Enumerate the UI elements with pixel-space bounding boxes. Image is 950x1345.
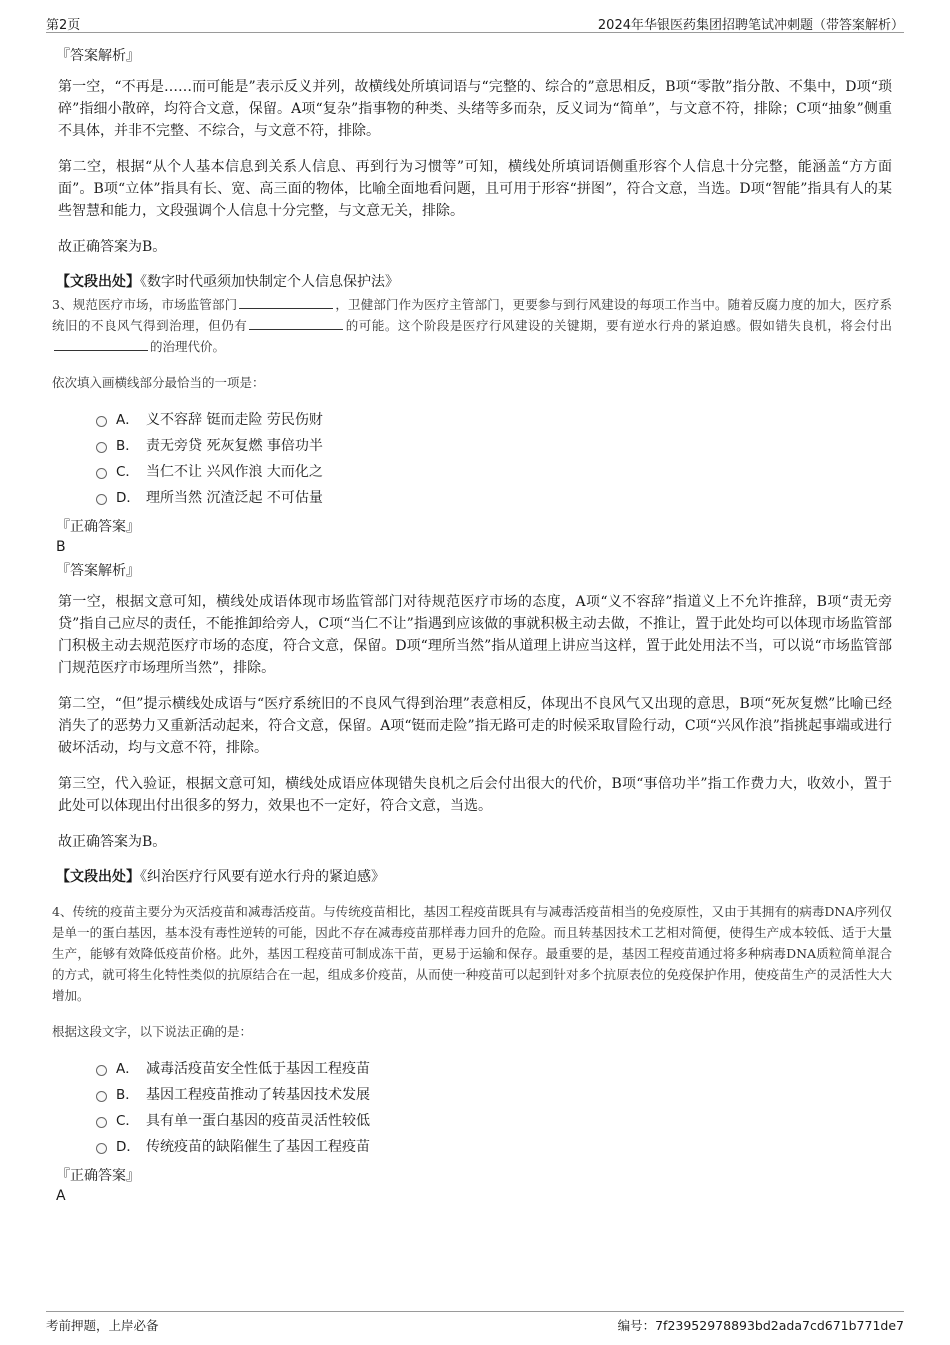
q4-answer: A	[56, 1188, 66, 1204]
option-text: 传统疫苗的缺陷催生了基因工程疫苗	[146, 1139, 370, 1155]
q3-stem-text: 的可能。这个阶段是医疗行风建设的关键期，要有逆水行舟的紧迫感。假如错失良机，将会付出	[345, 318, 892, 333]
q4-option-d[interactable]	[94, 1134, 892, 1160]
q3-stem-text: ，卫健部门作为医疗主管部门，更要参与到行风建设的每项工作当中。随着反腐力度的加大，医疗系统旧的不良风气得到治理，但仍有	[52, 297, 892, 333]
option-letter: B．	[116, 438, 139, 454]
radio-icon[interactable]	[96, 1091, 107, 1102]
page-number: 第2页	[46, 18, 81, 33]
document-body	[52, 46, 892, 1206]
q3-answer: B	[56, 539, 66, 555]
radio-icon[interactable]	[96, 442, 107, 453]
option-letter: D．	[116, 490, 140, 506]
q3-blank-2	[249, 317, 343, 330]
q4-option-c[interactable]	[94, 1108, 892, 1134]
q2-analysis-paragraph: 第一空，“不再是……而可能是”表示反义并列，故横线处所填词语与“完整的、综合的”意思相反，B项“零散”指分散、不集中，D项“琐碎”指细小散碎，均符合文意，保留。A项“复杂”指事物的种类、头绪等多而杂，反义词为“简单”，与文意不符，排除；C项“抽象”侧重不具体，并非不完整、不综合，与文意不符，排除。	[58, 79, 892, 139]
footer-slogan: 考前押题，上岸必备	[46, 1318, 159, 1333]
q4-stem: 4、传统的疫苗主要分为灭活疫苗和减毒活疫苗。与传统疫苗相比，基因工程疫苗既具有与减毒活疫苗相当的免疫原性，又由于其拥有的病毒DNA序列仅是单一的蛋白基因，基本没有毒性逆转的可能，因此不存在减毒疫苗那样毒力回升的危险。而且转基因技术工艺相对简便，使得生产成本较低、适于大量生产，能够有效降低疫苗价格。此外，基因工程疫苗可制成冻干苗，更易于运输和保存。最重要的是，基因工程疫苗通过将多种病毒DNA质粒简单混合的方式，就可将生化特性类似的抗原结合在一起，组成多价疫苗，从而使一种疫苗可以起到针对多个抗原表位的免疫保护作用，使疫苗生产的灵活性大大增加。	[52, 904, 892, 1003]
q3-analysis-paragraph: 第二空，“但”提示横线处成语与“医疗系统旧的不良风气得到治理”表意相反，体现出不良风气又出现的意思，B项“死灰复燃”比喻已经消失了的恶势力又重新活动起来，符合文意，保留。A项“铤而走险”指无路可走的时候采取冒险行动，C项“兴风作浪”指挑起事端或进行破坏活动，均与文意不符，排除。	[58, 696, 892, 756]
page-footer	[46, 1311, 904, 1334]
option-text: 理所当然 沉渣泛起 不可估量	[146, 490, 323, 506]
q3-analysis-paragraph: 第一空，根据文意可知，横线处成语体现市场监管部门对待规范医疗市场的态度，A项“义不容辞”指道义上不允许推辞，B项“责无旁贷”指自己应尽的责任，不能推卸给旁人，C项“当仁不让”指遇到应该做的事就积极主动去做，不推让，置于此处均可以体现市场监管部门积极主动去规范医疗市场的态度，符合文意，保留。D项“理所当然”指从道理上讲应当这样，置于此处用法不当，可以说“市场监管部门规范医疗市场理所当然”，排除。	[58, 594, 892, 676]
option-letter: A．	[116, 412, 139, 428]
option-letter: D．	[116, 1139, 140, 1155]
radio-icon[interactable]	[96, 1143, 107, 1154]
q4-option-a[interactable]	[94, 1056, 892, 1082]
q2-analysis-paragraph: 第二空，根据“从个人基本信息到关系人信息、再到行为习惯等”可知，横线处所填词语侧重形容个人信息十分完整，能涵盖“方方面面”。B项“立体”指具有长、宽、高三面的物体，比喻全面地看问题，且可用于形容“拼图”，符合文意，当选。D项“智能”指具有人的某些智慧和能力，文段强调个人信息十分完整，与文意无关，排除。	[58, 159, 892, 219]
q3-blank-3	[54, 338, 148, 351]
page-header	[46, 12, 904, 33]
q3-source-label: 【文段出处】	[56, 869, 140, 885]
q4-answer-label: 『正确答案』	[56, 1168, 140, 1184]
q3-prompt: 依次填入画横线部分最恰当的一项是：	[52, 375, 265, 390]
q3-source-title: 《纠治医疗行风要有逆水行舟的紧迫感》	[140, 869, 385, 885]
q2-answer-conclusion: 故正确答案为B。	[58, 239, 167, 255]
q3-option-b[interactable]	[94, 433, 892, 459]
document-title: 2024年华银医药集团招聘笔试冲刺题（带答案解析）	[597, 18, 904, 33]
q2-source-title: 《数字时代亟须加快制定个人信息保护法》	[140, 274, 399, 290]
q2-analysis-label: 『答案解析』	[56, 48, 140, 64]
q3-blank-1	[239, 296, 333, 309]
q3-analysis-label: 『答案解析』	[56, 563, 140, 579]
radio-icon[interactable]	[96, 1065, 107, 1076]
option-text: 义不容辞 铤而走险 劳民伤财	[146, 412, 323, 428]
option-text: 具有单一蛋白基因的疫苗灵活性较低	[146, 1113, 370, 1129]
q3-option-d[interactable]	[94, 485, 892, 511]
option-text: 责无旁贷 死灰复燃 事倍功半	[146, 438, 323, 454]
q4-prompt: 根据这段文字，以下说法正确的是：	[52, 1024, 253, 1039]
q4-option-b[interactable]	[94, 1082, 892, 1108]
q3-stem	[52, 294, 892, 357]
q3-stem-text: 3、规范医疗市场，市场监管部门	[52, 297, 238, 312]
q3-answer-label: 『正确答案』	[56, 519, 140, 535]
radio-icon[interactable]	[96, 1117, 107, 1128]
q2-source	[56, 272, 892, 292]
radio-icon[interactable]	[96, 468, 107, 479]
radio-icon[interactable]	[96, 416, 107, 427]
radio-icon[interactable]	[96, 494, 107, 505]
option-text: 基因工程疫苗推动了转基因技术发展	[146, 1087, 370, 1103]
q3-option-a[interactable]	[94, 407, 892, 433]
option-letter: C．	[116, 464, 139, 480]
q4-options	[94, 1056, 892, 1160]
option-letter: B．	[116, 1087, 139, 1103]
q3-source	[56, 867, 892, 887]
option-text: 当仁不让 兴风作浪 大而化之	[146, 464, 323, 480]
option-text: 减毒活疫苗安全性低于基因工程疫苗	[146, 1061, 370, 1077]
q3-analysis-paragraph: 第三空，代入验证，根据文意可知，横线处成语应体现错失良机之后会付出很大的代价，B项“事倍功半”指工作费力大，收效小，置于此处可以体现出付出很多的努力，效果也不一定好，符合文意，当选。	[58, 776, 892, 814]
q3-option-c[interactable]	[94, 459, 892, 485]
document-id: 编号：7f23952978893bd2ada7cd671b771de7	[617, 1318, 904, 1333]
q3-stem-text: 的治理代价。	[150, 339, 226, 354]
option-letter: C．	[116, 1113, 139, 1129]
q3-options	[94, 407, 892, 511]
q3-answer-conclusion: 故正确答案为B。	[58, 834, 167, 850]
q2-source-label: 【文段出处】	[56, 274, 140, 290]
option-letter: A．	[116, 1061, 139, 1077]
